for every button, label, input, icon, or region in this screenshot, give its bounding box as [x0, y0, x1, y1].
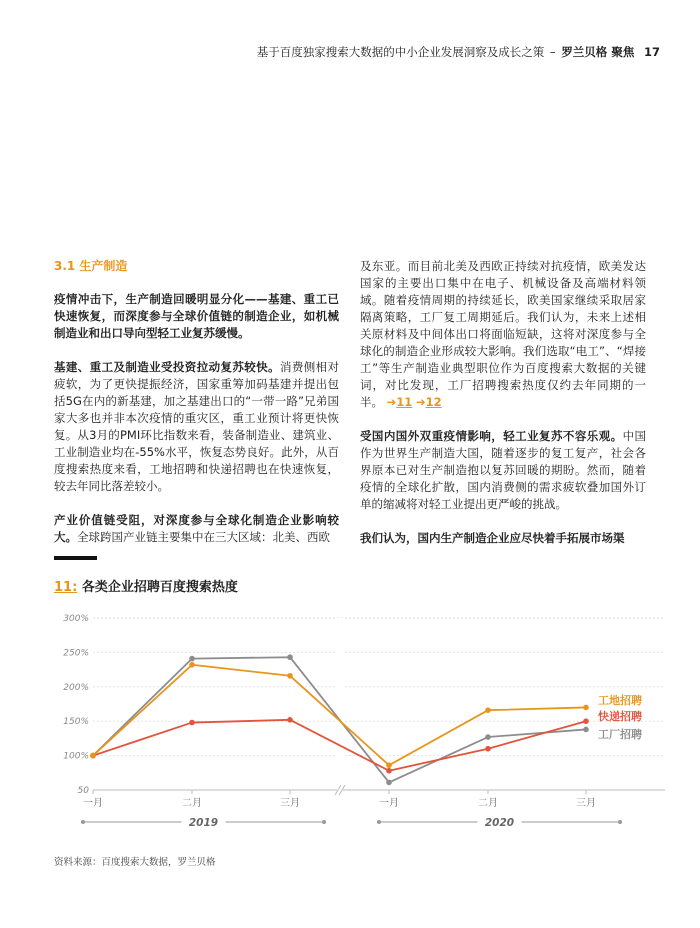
data-point: [90, 753, 96, 759]
running-header: [257, 44, 660, 60]
data-point: [583, 727, 589, 733]
paragraph-infrastructure: [54, 359, 339, 495]
chart-title: [54, 576, 238, 595]
y-tick-label: 250%: [63, 648, 89, 659]
paragraph-body: 及东亚。而目前北美及西欧正持续对抗疫情，欧美发达国家的主要出口集中在电子、机械设备及高端材料领域。随着疫情周期的持续延长，欧美国家继续采取居家隔离策略，工厂复工周期延后。我们认为，未来上述相关原材料及中间体出口将面临短缺，这将对深度参与全球化的制造企业形成较大影响。我们选取“电工”、“焊接工”等生产制造业典型职位作为百度搜索大数据的关键词，对比发现，工厂招聘搜索热度仅约去年同期的一半。: [360, 259, 646, 409]
x-tick-label: 二月: [182, 798, 202, 809]
data-point: [386, 762, 392, 768]
x-tick-label: 三月: [280, 798, 300, 809]
arrow-right-icon: ➔: [386, 395, 397, 409]
figure-link-11[interactable]: ➔11: [386, 395, 413, 409]
x-tick-label: 三月: [576, 798, 596, 809]
paragraph-body: 中国作为世界生产制造大国，随着逐步的复工复产，社会各界原本已对生产制造抱以复苏回暖的期盼。然而，随着疫情的全球化扩散，国内消费侧的需求疲软叠加国外订单的缩减将对轻工业提出更严峻的挑战。: [360, 429, 646, 511]
data-point: [287, 654, 293, 660]
source-note: 资料来源：百度搜索大数据，罗兰贝格: [54, 857, 216, 868]
paragraph-lead: 产业价值链受阻，对深度参与全球化制造企业影响较大。: [54, 513, 339, 544]
paragraph-conclusion: 我们认为，国内生产制造企业应尽快着手拓展市场渠: [360, 531, 625, 545]
data-point: [189, 720, 195, 726]
axis-break-gap: [337, 618, 343, 792]
y-tick-label: 200%: [63, 682, 89, 693]
header-separator: –: [549, 45, 556, 59]
left-column: [54, 258, 339, 546]
data-point: [485, 734, 491, 740]
arrow-right-icon: ➔: [415, 395, 426, 409]
data-point: [386, 780, 392, 786]
header-title: 基于百度独家搜索大数据的中小企业发展洞察及成长之策: [256, 45, 545, 59]
year-bracket-dot: [322, 820, 326, 824]
paragraph-value-chain: [54, 512, 339, 546]
recruitment-search-chart: [0, 600, 700, 845]
y-tick-label: 100%: [63, 751, 89, 762]
data-point: [386, 768, 392, 774]
year-bracket-dot: [618, 820, 622, 824]
intro-paragraph: 疫情冲击下，生产制造回暖明显分化——基建、重工已快速恢复，而深度参与全球价值链的制造企业，如机械制造业和出口导向型轻工业复苏缓慢。: [54, 292, 339, 340]
y-tick-label: 50: [77, 786, 89, 796]
year-bracket-dot: [377, 820, 381, 824]
data-point: [287, 717, 293, 723]
paragraph-lead: 基建、重工及制造业受投资拉动复苏较快。: [54, 360, 280, 374]
legend-label: 快递招聘: [598, 710, 642, 723]
legend-label: 工地招聘: [598, 694, 642, 707]
y-tick-label: 300%: [63, 614, 89, 624]
data-point: [583, 705, 589, 711]
figure-caption: 各类企业招聘百度搜索热度: [81, 580, 238, 595]
paragraph-continued: [360, 258, 646, 411]
section-title: 3.1 生产制造: [54, 259, 128, 273]
paragraph-body: 消费侧相对疲软，为了更快提振经济，国家重筹加码基建并提出包括5G在内的新基建，加之基建出口的“一带一路”兄弟国家大多也并非本次疫情的重灾区，重工业预计将更快恢复。从3月的PMI环比指数来看，装备制造业、建筑业、工业制造业均在-55%水平，恢复态势良好。此外，从百度搜索热度来看，工地招聘和快递招聘也在快速恢复，较去年同比落差较小。: [54, 360, 340, 493]
figure-number: 11:: [54, 580, 78, 595]
data-point: [189, 662, 195, 668]
x-tick-label: 一月: [379, 798, 399, 809]
paragraph-body: 全球跨国产业链主要集中在三大区域：北美、西欧: [77, 530, 330, 544]
x-tick-label: 二月: [478, 798, 498, 809]
header-brand: 罗兰贝格 聚焦: [561, 45, 635, 59]
legend-label: 工厂招聘: [598, 728, 642, 741]
data-point: [287, 673, 293, 679]
data-point: [485, 746, 491, 752]
data-point: [189, 656, 195, 662]
y-tick-label: 150%: [63, 717, 89, 728]
figure-rule: [54, 556, 97, 560]
paragraph-light-industry: [360, 428, 646, 513]
data-point: [485, 707, 491, 713]
right-column: [360, 258, 646, 547]
year-label: 2020: [484, 817, 515, 829]
data-point: [583, 718, 589, 724]
page-number: 17: [643, 45, 660, 59]
year-bracket-dot: [81, 820, 85, 824]
paragraph-lead: 受国内国外双重疫情影响，轻工业复苏不容乐观。: [360, 429, 623, 443]
year-label: 2019: [188, 817, 219, 829]
x-tick-label: 一月: [83, 798, 103, 809]
figure-link-12[interactable]: ➔12: [415, 395, 442, 409]
